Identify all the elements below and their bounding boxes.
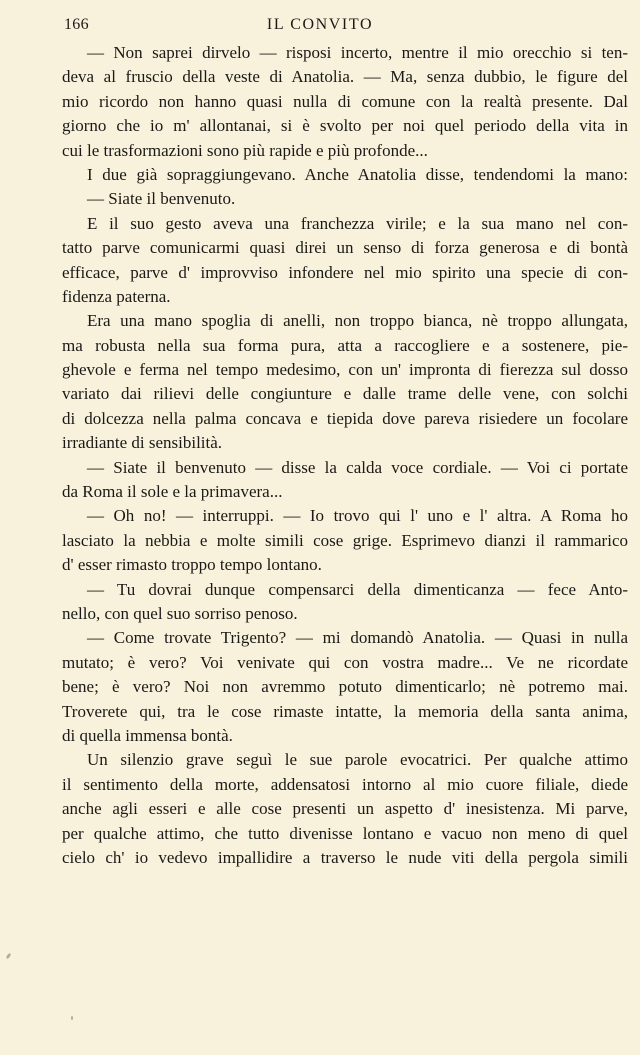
text-line: d' esser rimasto troppo tempo lontano. xyxy=(62,555,322,575)
text-line: E il suo gesto aveva una franchezza virile; e la sua mano nel con- xyxy=(87,213,628,233)
text-line: efficace, parve d' improvviso infondere nel mio spirito una specie di con- xyxy=(62,262,628,282)
text-line: bene; è vero? Noi non avremmo potuto dimenticarlo; nè potremo mai. xyxy=(62,677,628,697)
text-line: cielo ch' io vedevo impallidire a traverso le nude viti della pergola simili xyxy=(62,847,628,867)
text-line: ghevole e ferma nel tempo medesimo, con un' impronta di fierezza sul dosso xyxy=(62,360,628,380)
text-line: irradiante di sensibilità. xyxy=(62,433,223,453)
text-line: — Siate il benvenuto. xyxy=(87,189,236,209)
text-line: tatto parve comunicarmi quasi direi un senso di forza generosa e di bontà xyxy=(62,238,628,258)
text-line: deva al fruscio della veste di Anatolia. — Ma, senza dubbio, le figure del xyxy=(62,67,628,87)
text-line: di dolcezza nella palma concava e tiepida dove pareva risiedere un focolare xyxy=(62,408,628,428)
text-line: Troverete qui, tra le cose rimaste intatte, la memoria della santa anima, xyxy=(62,701,628,721)
running-head xyxy=(64,12,620,38)
text-line: anche agli esseri e alle cose presenti un aspetto d' inesistenza. Mi parve, xyxy=(62,799,628,819)
running-title: IL CONVITO xyxy=(266,16,374,33)
text-line: — Come trovate Trigento? — mi domandò Anatolia. — Quasi in nulla xyxy=(87,628,628,648)
page-body-text xyxy=(62,41,628,870)
text-line: Un silenzio grave seguì le sue parole evocatrici. Per qualche attimo xyxy=(87,750,628,770)
text-line: — Tu dovrai dunque compensarci della dimenticanza — fece Anto- xyxy=(87,579,628,599)
text-line: variato dai rilievi delle congiunture e dalle trame delle vene, con solchi xyxy=(62,384,628,404)
text-line: il sentimento della morte, addensatosi intorno al mio cuore filiale, diede xyxy=(62,774,628,794)
page-number: 166 xyxy=(64,16,89,33)
text-line: I due già sopraggiungevano. Anche Anatolia disse, tendendomi la mano: xyxy=(87,164,628,184)
text-line: — Siate il benvenuto — disse la calda voce cordiale. — Voi ci portate xyxy=(87,457,628,477)
text-line: lasciato la nebbia e molte simili cose grige. Esprimevo dianzi il rammarico xyxy=(62,530,628,550)
text-line: — Oh no! — interruppi. — Io trovo qui l' uno e l' altra. A Roma ho xyxy=(87,506,628,526)
text-line: nello, con quel suo sorriso penoso. xyxy=(62,603,298,623)
text-line: fidenza paterna. xyxy=(62,286,171,306)
text-line: ma robusta nella sua forma pura, atta a raccogliere e a sostenere, pie- xyxy=(62,335,628,355)
text-line: giorno che io m' allontanai, si è svolto per noi quel periodo della vita in xyxy=(62,116,628,136)
text-line: — Non saprei dirvelo — risposi incerto, mentre il mio orecchio si ten- xyxy=(87,43,628,62)
text-line: cui le trasformazioni sono più rapide e più profonde... xyxy=(62,140,428,160)
paper-speck xyxy=(6,953,12,960)
text-line: da Roma il sole e la primavera... xyxy=(62,482,283,502)
text-line: Era una mano spoglia di anelli, non troppo bianca, nè troppo allungata, xyxy=(87,311,628,331)
text-line: di quella immensa bontà. xyxy=(62,725,233,745)
paper-speck xyxy=(71,1016,73,1020)
text-line: mio ricordo non hanno quasi nulla di comune con la realtà presente. Dal xyxy=(62,91,628,111)
text-line: mutato; è vero? Voi venivate qui con vostra madre... Ve ne ricordate xyxy=(62,652,628,672)
text-line: per qualche attimo, che tutto divenisse lontano e vacuo non meno di quel xyxy=(62,823,628,843)
